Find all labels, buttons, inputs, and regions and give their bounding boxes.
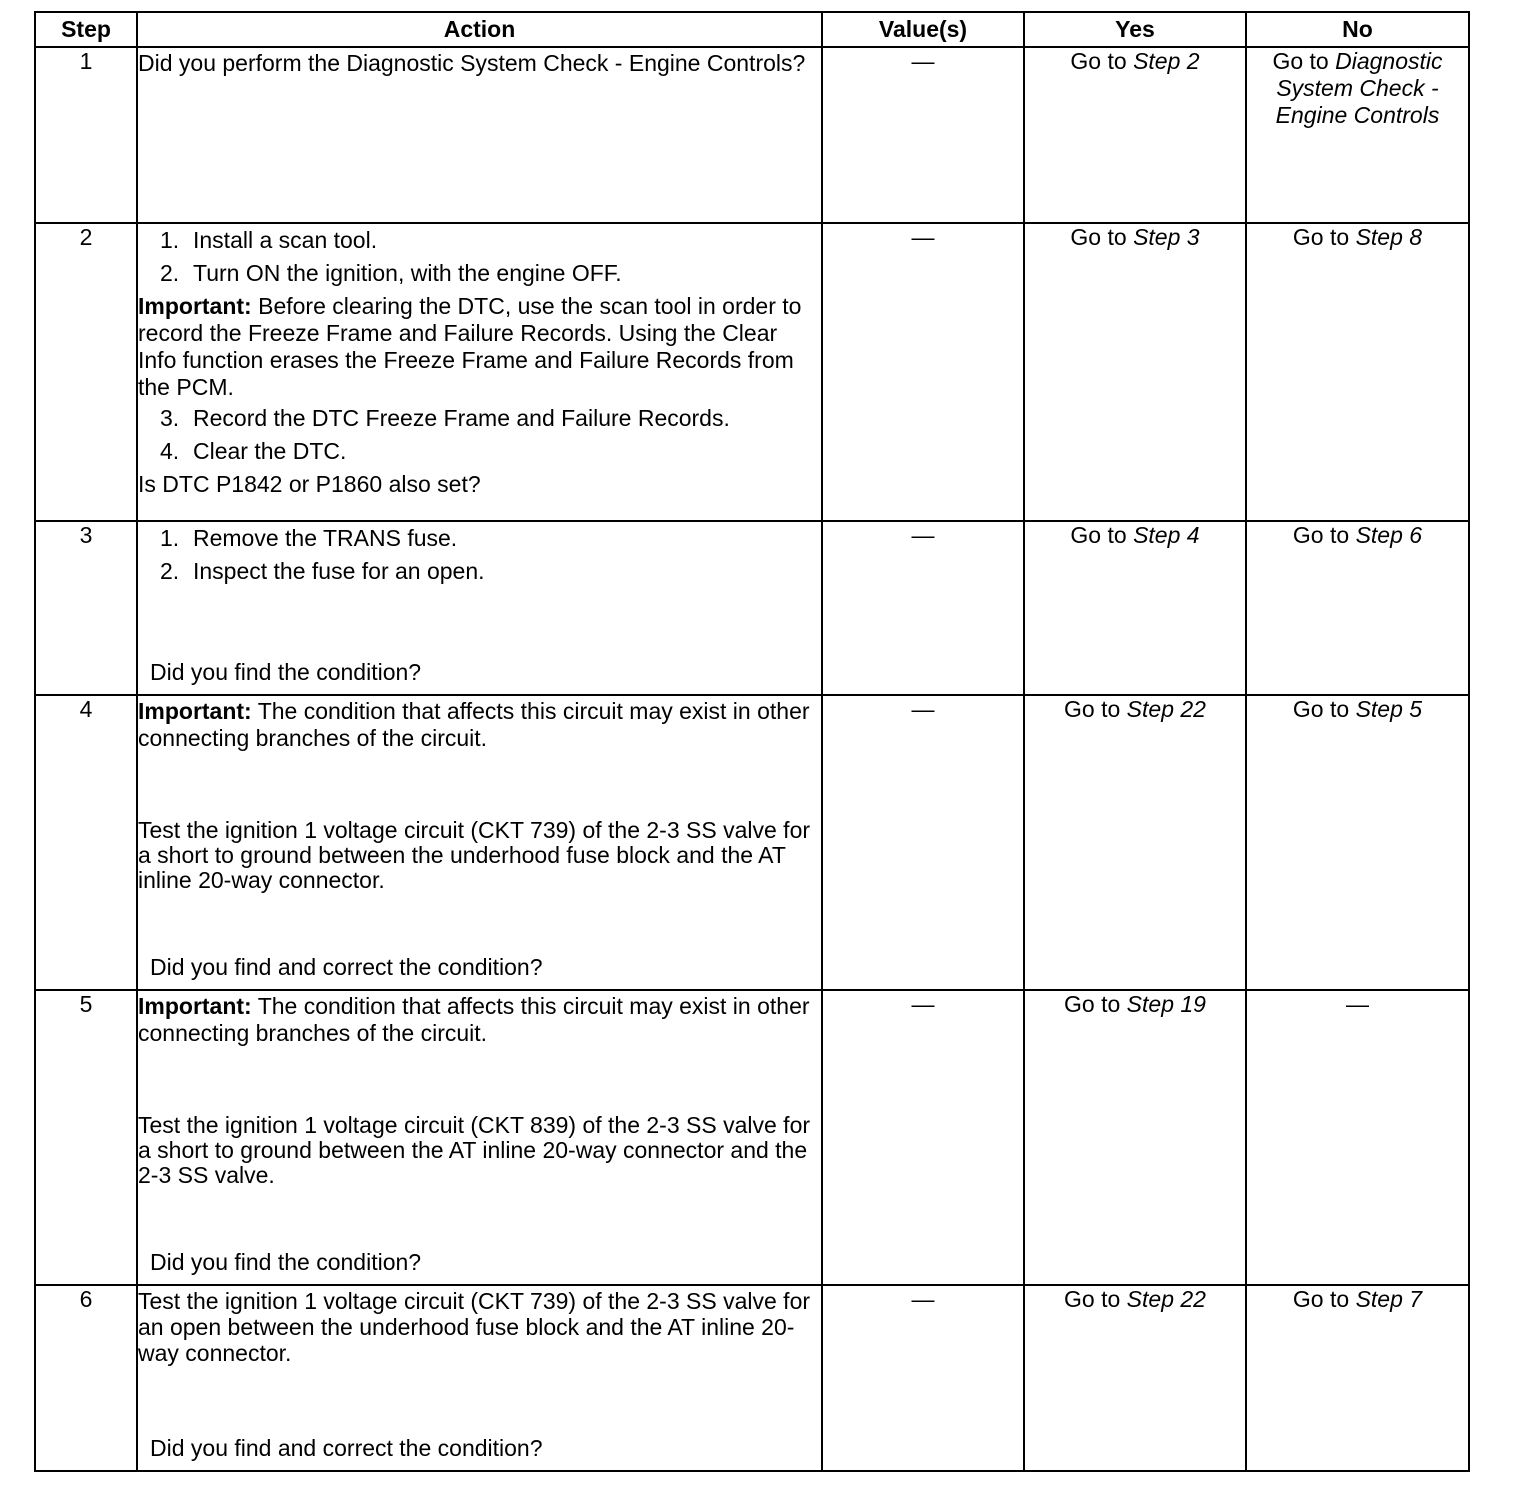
value-cell: — <box>822 521 1024 695</box>
header-values: Value(s) <box>822 12 1024 47</box>
yes-step-link[interactable]: Step 4 <box>1133 522 1200 548</box>
important-text: The condition that affects this circuit may exist in other connecting branches of the circuit. <box>138 698 810 751</box>
value-cell: — <box>822 223 1024 521</box>
yes-step-link[interactable]: Step 22 <box>1126 696 1206 722</box>
list-item <box>138 438 821 465</box>
yes-prefix: Go to <box>1070 48 1134 74</box>
step-number: 1 <box>35 47 137 223</box>
list-number: 2. <box>160 260 180 286</box>
list-item <box>138 525 821 552</box>
table-row <box>35 1285 1469 1471</box>
list-text: Remove the TRANS fuse. <box>193 525 458 551</box>
step-number: 5 <box>35 990 137 1285</box>
action-question: Did you find and correct the condition? <box>150 954 543 980</box>
action-text: Test the ignition 1 voltage circuit (CKT 739) of the 2-3 SS valve for a short to ground between the underhood fuse block and the AT inline 20-way connector. <box>138 817 811 893</box>
list-text: Install a scan tool. <box>193 227 378 253</box>
important-text: The condition that affects this circuit may exist in other connecting branches of the circuit. <box>138 993 810 1046</box>
important-note <box>138 293 821 401</box>
step-number: 6 <box>35 1285 137 1471</box>
value-cell: — <box>822 47 1024 223</box>
step-number: 2 <box>35 223 137 521</box>
no-step-link[interactable]: Step 6 <box>1355 522 1423 548</box>
no-step-link[interactable]: Step 5 <box>1355 696 1423 722</box>
yes-step-link[interactable]: Step 2 <box>1133 48 1200 74</box>
action-question: Did you find the condition? <box>150 1249 422 1275</box>
list-number: 3. <box>160 405 180 431</box>
yes-step-link[interactable]: Step 22 <box>1126 1286 1206 1312</box>
list-number: 4. <box>160 438 180 464</box>
list-number: 1. <box>160 227 180 253</box>
list-number: 2. <box>160 558 180 584</box>
diagnostic-table <box>34 11 1470 1472</box>
table-row <box>35 223 1469 521</box>
list-item <box>138 260 821 287</box>
yes-cell <box>1024 695 1246 990</box>
list-text: Turn ON the ignition, with the engine OFF. <box>193 260 622 286</box>
important-note <box>138 993 821 1047</box>
table-row <box>35 695 1469 990</box>
important-label: Important: <box>138 293 252 319</box>
no-cell <box>1246 521 1469 695</box>
no-prefix: Go to <box>1292 224 1356 250</box>
action-question: Did you find the condition? <box>150 659 422 685</box>
table-row <box>35 990 1469 1285</box>
header-no: No <box>1246 12 1469 47</box>
no-cell: — <box>1246 990 1469 1285</box>
action-cell <box>137 695 822 990</box>
no-prefix: Go to <box>1292 1286 1356 1312</box>
header-step: Step <box>35 12 137 47</box>
action-cell <box>137 521 822 695</box>
header-action: Action <box>137 12 822 47</box>
no-step-link[interactable]: Diagnostic System Check - Engine Controls <box>1275 48 1443 128</box>
list-item <box>138 558 821 585</box>
step-number: 4 <box>35 695 137 990</box>
list-item <box>138 227 821 254</box>
no-prefix: Go to <box>1292 522 1356 548</box>
list-text: Inspect the fuse for an open. <box>193 558 485 584</box>
no-prefix: Go to <box>1272 48 1336 74</box>
action-text: Did you perform the Diagnostic System Check - Engine Controls? <box>138 50 806 76</box>
no-cell <box>1246 223 1469 521</box>
action-question: Did you find and correct the condition? <box>150 1435 543 1461</box>
yes-step-link[interactable]: Step 19 <box>1126 991 1206 1017</box>
yes-prefix: Go to <box>1064 696 1127 722</box>
value-cell: — <box>822 990 1024 1285</box>
yes-prefix: Go to <box>1064 1286 1127 1312</box>
no-cell <box>1246 1285 1469 1471</box>
important-text: Before clearing the DTC, use the scan tool in order to record the Freeze Frame and Failure Records. Using the Clear Info function erases the Freeze Frame and Failure Records from the PCM. <box>138 293 802 400</box>
value-cell: — <box>822 695 1024 990</box>
yes-prefix: Go to <box>1070 224 1134 250</box>
important-note <box>138 698 821 752</box>
action-question: Is DTC P1842 or P1860 also set? <box>138 471 481 497</box>
yes-step-link[interactable]: Step 3 <box>1133 224 1200 250</box>
header-row <box>35 12 1469 47</box>
yes-cell <box>1024 990 1246 1285</box>
header-yes: Yes <box>1024 12 1246 47</box>
list-item <box>138 405 821 432</box>
value-cell: — <box>822 1285 1024 1471</box>
action-text: Test the ignition 1 voltage circuit (CKT 839) of the 2-3 SS valve for a short to ground between the AT inline 20-way connector and the 2-3 SS valve. <box>138 1112 811 1188</box>
yes-prefix: Go to <box>1064 991 1127 1017</box>
list-text: Clear the DTC. <box>193 438 347 464</box>
list-number: 1. <box>160 525 180 551</box>
yes-prefix: Go to <box>1070 522 1134 548</box>
action-cell <box>137 223 822 521</box>
important-label: Important: <box>138 698 252 724</box>
no-cell <box>1246 695 1469 990</box>
table-row <box>35 521 1469 695</box>
no-prefix: Go to <box>1292 696 1356 722</box>
no-step-link[interactable]: Step 8 <box>1355 224 1423 250</box>
list-text: Record the DTC Freeze Frame and Failure Records. <box>193 405 730 431</box>
yes-cell <box>1024 1285 1246 1471</box>
step-number: 3 <box>35 521 137 695</box>
no-cell <box>1246 47 1469 223</box>
action-cell <box>137 990 822 1285</box>
yes-cell <box>1024 521 1246 695</box>
yes-cell <box>1024 223 1246 521</box>
action-cell <box>137 1285 822 1471</box>
action-text: Test the ignition 1 voltage circuit (CKT 739) of the 2-3 SS valve for an open between the underhood fuse block and the AT inline 20-way connector. <box>138 1288 811 1366</box>
table-row <box>35 47 1469 223</box>
important-label: Important: <box>138 993 252 1019</box>
yes-cell <box>1024 47 1246 223</box>
action-cell <box>137 47 822 223</box>
no-step-link[interactable]: Step 7 <box>1355 1286 1423 1312</box>
